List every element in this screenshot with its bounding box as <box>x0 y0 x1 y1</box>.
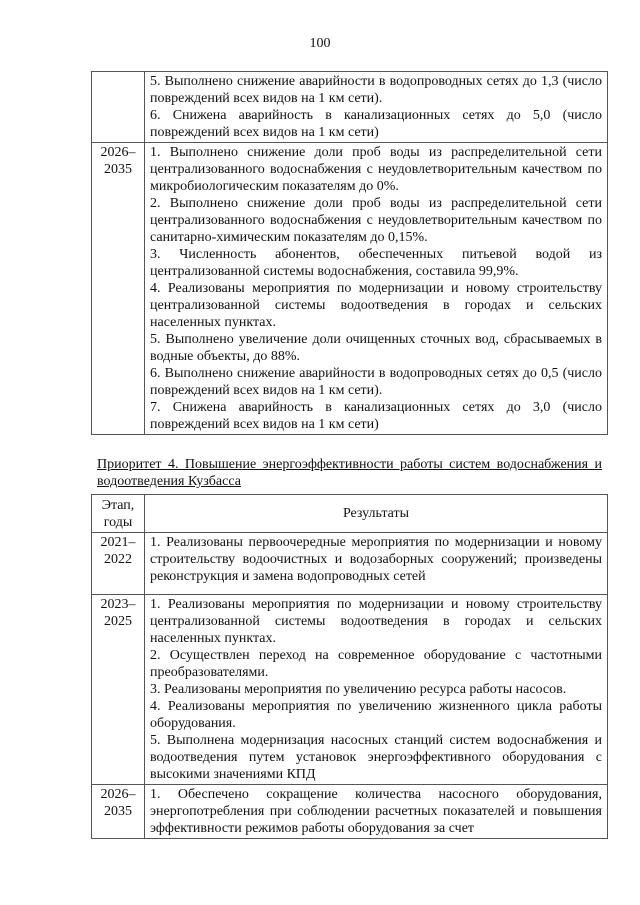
period-cell <box>92 72 145 143</box>
results-table-continued <box>91 71 608 435</box>
results-cell <box>145 72 608 143</box>
list-item: 4. Реализованы мероприятия по увеличению жизненного цикла работы оборудования. <box>150 699 602 731</box>
list-item: 6. Выполнено снижение аварийности в водопроводных сетях до 0,5 (число повреждений всех видов на 1 км сети). <box>150 366 602 398</box>
list-item: 5. Выполнена модернизация насосных станций систем водоснабжения и водоотведения путем установок энергоэффективного оборудования с высокими значениями КПД <box>150 733 602 782</box>
period-cell: 2023–2025 <box>92 595 145 785</box>
results-cell <box>145 785 608 839</box>
list-item: 5. Выполнено увеличение доли очищенных сточных вод, сбрасываемых в водные объекты, до 88%. <box>150 332 602 364</box>
results-cell <box>145 595 608 785</box>
table-row <box>92 785 608 839</box>
list-item: 3. Реализованы мероприятия по увеличению ресурса работы насосов. <box>150 682 567 697</box>
table-header-row <box>92 495 608 533</box>
list-item: 2. Осуществлен переход на современное оборудование с частотными преобразователями. <box>150 648 602 680</box>
page-number: 100 <box>309 36 331 51</box>
table-row <box>92 533 608 595</box>
results-cell <box>145 143 608 435</box>
list-item: 2. Выполнено снижение доли проб воды из распределительной сети централизованного водоснабжения с неудовлетворительным качеством по санитарно-химическим показателям до 0,15%. <box>150 196 602 245</box>
period-cell: 2026–2035 <box>92 785 145 839</box>
list-item: 4. Реализованы мероприятия по модернизации и новому строительству централизованной системы водоотведения в городах и сельских населенных пунктах. <box>150 281 602 330</box>
priority-heading: Приоритет 4. Повышение энергоэффективности работы систем водоснабжения и водоотведения Кузбасса <box>97 457 602 489</box>
list-item: 1. Выполнено снижение доли проб воды из распределительной сети централизованного водоснабжения с неудовлетворительным качеством по микробиологическим показателям до 0%. <box>150 145 602 194</box>
table-row <box>92 595 608 785</box>
list-item: 1. Реализованы мероприятия по модернизации и новому строительству централизованной системы водоотведения в городах и сельских населенных пунктах. <box>150 597 602 646</box>
results-cell <box>145 533 608 595</box>
period-cell: 2021–2022 <box>92 533 145 595</box>
list-item: 3. Численность абонентов, обеспеченных питьевой водой из централизованной системы водоснабжения, составила 99,9%. <box>150 247 602 279</box>
list-item: 1. Обеспечено сокращение количества насосного оборудования, энергопотребления при соблюдении расчетных показателей и повышения эффективности режимов работы оборудования за счет <box>150 787 602 836</box>
table-row <box>92 72 608 143</box>
list-item: 5. Выполнено снижение аварийности в водопроводных сетях до 1,3 (число повреждений всех видов на 1 км сети). <box>150 74 602 106</box>
list-item: 7. Снижена аварийность в канализационных сетях до 3,0 (число повреждений всех видов на 1 км сети) <box>150 400 602 432</box>
table-row <box>92 143 608 435</box>
period-cell: 2026–2035 <box>92 143 145 435</box>
period-header: Этап, годы <box>92 495 145 533</box>
results-table <box>91 494 608 839</box>
list-item: 6. Снижена аварийность в канализационных сетях до 5,0 (число повреждений всех видов на 1 км сети) <box>150 108 602 140</box>
results-header: Результаты <box>145 495 608 533</box>
list-item: 1. Реализованы первоочередные мероприятия по модернизации и новому строительству водоочистных и водозаборных сооружений; произведены реконструкция и замена водопроводных сетей <box>150 535 602 584</box>
